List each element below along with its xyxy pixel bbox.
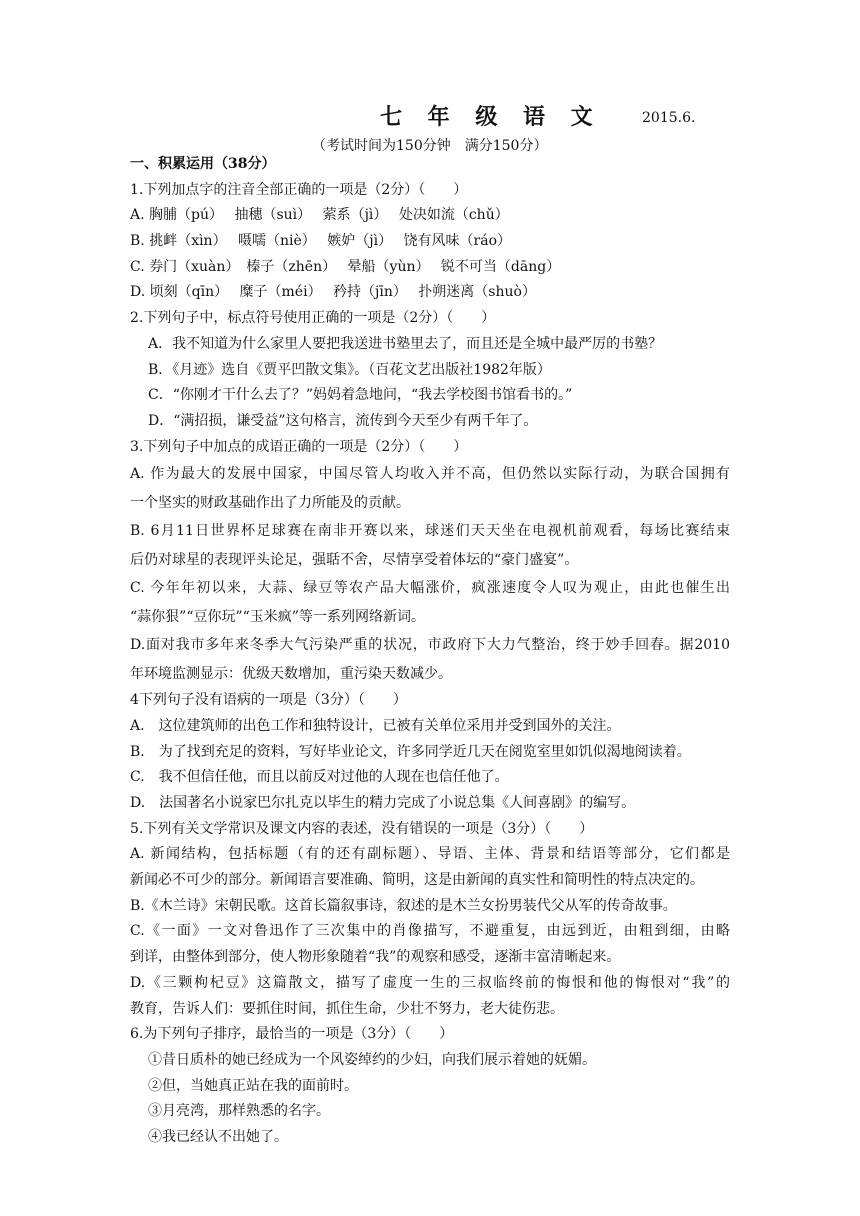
question-6-sentence-1: ①昔日质朴的她已经成为一个风姿绰约的少妇，向我们展示着她的妩媚。 [148,1051,596,1068]
question-6-sentence-3: ③月亮湾，那样熟悉的名字。 [148,1103,330,1120]
question-1-option-c: C. 券门（xuàn） 榛子（zhēn） 晕船（yùn） 锐不可当（dāng） [130,258,561,275]
question-5-option-a-line-2: 新闻必不可少的部分。新闻语言要准确、简明，这是由新闻的真实性和简明性的特点决定的。 [130,872,704,889]
question-5-option-d-line-2: 教育，告诉人们：要抓住时间，抓住生命，少壮不努力，老大徒伤悲。 [130,1000,564,1017]
exam-date: 2015.6. [642,110,696,126]
question-3-option-d-line-2: 年环境监测显示：优级天数增加，重污染天数减少。 [130,665,452,682]
question-4-option-a: A. 这位建筑师的出色工作和独特设计，已被有关单位采用并受到国外的关注。 [130,717,621,734]
question-3-stem: 3.下列句子中加点的成语正确的一项是（2分）（ ） [130,438,468,455]
question-2-option-b: B．《月迹》选自《贾平凹散文集》。（百花文艺出版社1982年版） [148,361,551,378]
question-4-option-d: D. 法国著名小说家巴尔扎克以毕生的精力完成了小说总集《人间喜剧》的编写。 [130,795,636,811]
exam-info: （考试时间为150分钟 满分150分） [312,138,548,154]
question-6-sentence-4: ④我已经认不出她了。 [148,1128,288,1145]
question-1-stem: 1.下列加点字的注音全部正确的一项是（2分）（ ） [130,181,468,198]
question-3-option-a-line-2: 一个坚实的财政基础作出了力所能及的贡献。 [130,494,410,511]
question-2-option-a: A．我不知道为什么家里人要把我送进书塾里去了，而且还是全城中最严厉的书塾？ [148,335,663,352]
question-4-stem: 4下列句子没有语病的一项是（3分）（ ） [130,692,407,709]
section-heading: 一、积累运用（38分） [130,156,276,172]
question-body [130,152,730,1151]
question-3-option-c-line-1: C. 今年年初以来，大蒜、绿豆等农产品大幅涨价，疯涨速度令人叹为观止，由此也催生出 [130,580,730,597]
question-5-option-c-line-1: C.《一面》一文对鲁迅作了三次集中的肖像描写，不避重复，由远到近，由粗到细，由略 [130,923,730,940]
question-3-option-b-line-2: 后仍对球星的表现评头论足，强聒不舍，尽情享受着体坛的“豪门盛宴”。 [130,551,579,568]
question-2-option-d: D．“满招损，谦受益”这句格言，流传到今天至少有两千年了。 [148,412,538,429]
question-2-stem: 2.下列句子中，标点符号使用正确的一项是（2分）（ ） [130,310,496,327]
question-6-stem: 6.为下列句子排序，最恰当的一项是（3分）（ ） [130,1026,454,1043]
question-1-option-a: A. 胸脯（pú） 抽穗（suì） 萦系（jì） 处决如流（chǔ） [130,207,509,224]
question-6-sentence-2: ②但，当她真正站在我的面前时。 [148,1077,358,1094]
page-title: 七 年 级 语 文 [380,104,602,130]
question-3-option-d-line-1: D.面对我市多年来冬季大气污染严重的状况，市政府下大力气整治，终于妙手回春。据2010 [130,637,730,654]
question-5-option-a-line-1: A. 新闻结构，包括标题（有的还有副标题）、导语、主体、背景和结语等部分，它们都是 [130,846,730,863]
question-5-option-b: B.《木兰诗》宋朝民歌。这首长篇叙事诗，叙述的是木兰女扮男装代父从军的传奇故事。 [130,897,677,914]
question-2-option-c: C．“你刚才干什么去了？”妈妈着急地问，“我去学校图书馆看书的。” [148,387,573,404]
question-3-option-a-line-1: A. 作为最大的发展中国家，中国尽管人均收入并不高，但仍然以实际行动，为联合国拥有 [130,466,730,483]
question-1-option-b: B. 挑衅（xìn） 嗫嚅（niè） 嫉妒（jì） 饶有风味（ráo） [130,233,511,250]
question-3-option-b-line-1: B. 6月11日世界杯足球赛在南非开赛以来，球迷们天天坐在电视机前观看，每场比赛结束 [130,523,730,540]
question-5-option-c-line-2: 到详，由整体到部分，使人物形象随着“我”的观察和感受，逐渐丰富清晰起来。 [130,949,621,966]
question-4-option-b: B. 为了找到充足的资料，写好毕业论文，许多同学近几天在阅览室里如饥似渴地阅读着。 [130,743,691,760]
question-5-option-d-line-1: D.《三颗枸杞豆》这篇散文，描写了虚度一生的三叔临终前的悔恨和他的悔恨对“我”的 [130,974,730,991]
question-4-option-c: C. 我不但信任他，而且以前反对过他的人现在也信任他了。 [130,769,509,786]
question-1-option-d: D. 顷刻（qīn） 糜子（méi） 矜持（jīn） 扑朔迷离（shuò） [130,284,536,301]
question-3-option-c-line-2: “蒜你狠”“豆你玩”“玉米疯”等一系列网络新词。 [130,608,425,625]
question-5-stem: 5.下列有关文学常识及课文内容的表述，没有错误的一项是（3分）（ ） [130,820,594,837]
